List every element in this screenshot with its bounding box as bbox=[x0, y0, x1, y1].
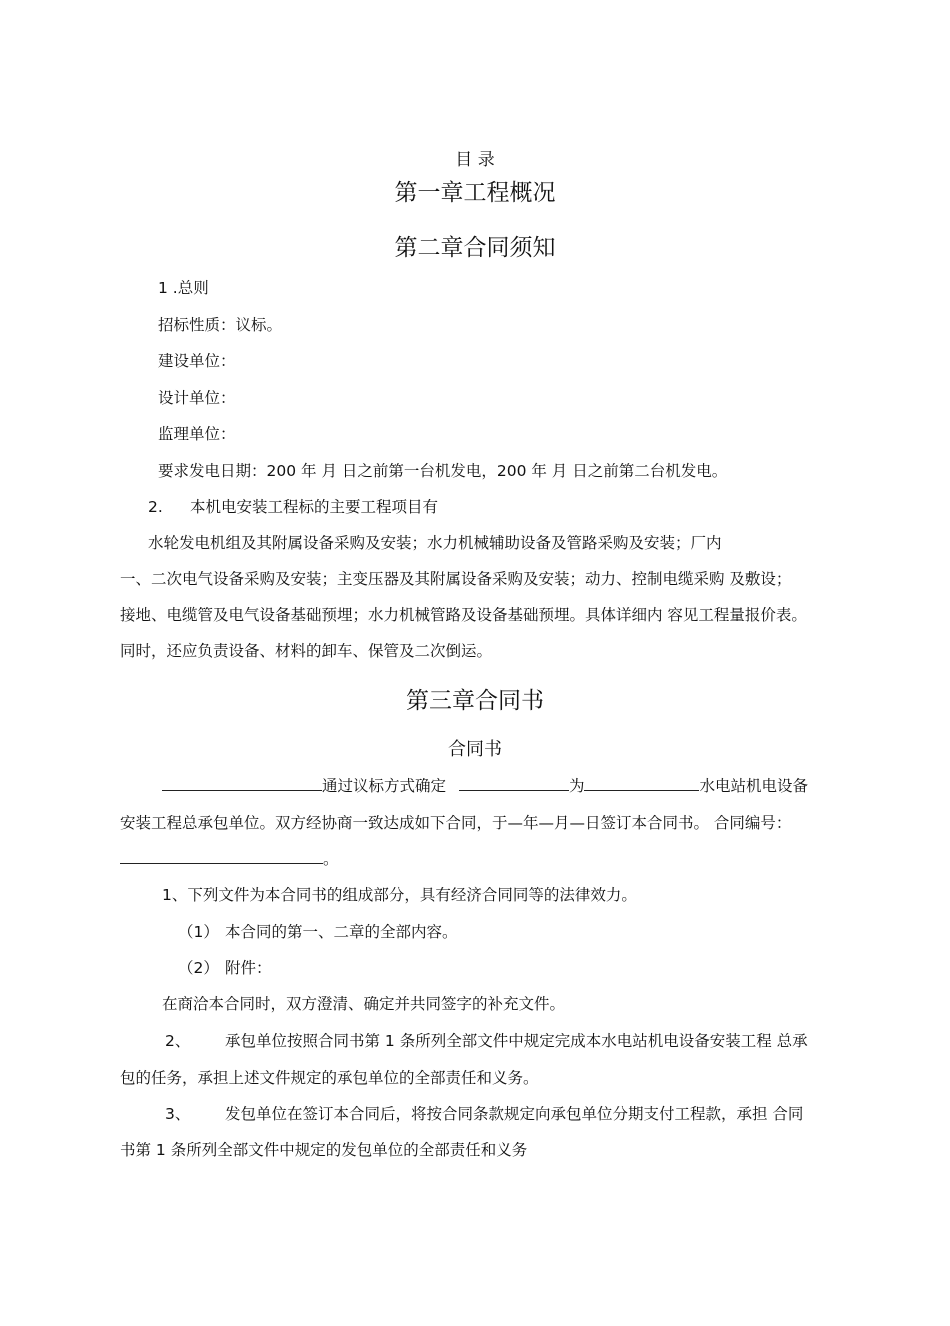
supervisor-label: 监理单位： bbox=[158, 425, 236, 443]
contract-item-2-line-1: 承包单位按照合同书第 1 条所列全部文件中规定完成本水电站机电设备安装工程 总承 bbox=[225, 1032, 808, 1050]
supplement-text: 在商洽本合同时，双方澄清、确定并共同签字的补充文件。 bbox=[162, 995, 566, 1013]
scope-number: 2. bbox=[148, 498, 163, 516]
scope-line-4: 同时，还应负责设备、材料的卸车、保管及二次倒运。 bbox=[120, 642, 493, 660]
contract-l3-end: 。 bbox=[323, 850, 339, 868]
sub-item-2: 附件： bbox=[225, 959, 272, 977]
contract-item-2-line-2: 包的任务，承担上述文件规定的承包单位的全部责任和义务。 bbox=[120, 1069, 539, 1087]
toc-title: 目 录 bbox=[455, 150, 495, 170]
contract-title: 合同书 bbox=[448, 739, 502, 760]
contract-item-2-number: 2、 bbox=[165, 1032, 191, 1050]
contract-item-3-line-2: 书第 1 条所列全部文件中规定的发包单位的全部责任和义务 bbox=[120, 1141, 528, 1159]
sub-item-1: 本合同的第一、二章的全部内容。 bbox=[225, 923, 458, 941]
contract-item-1: 1、下列文件为本合同书的组成部分，具有经济合同同等的法律效力。 bbox=[162, 886, 637, 904]
contract-l1-c: 水电站机电设备 bbox=[699, 777, 808, 795]
general-heading: 1 .总则 bbox=[158, 279, 209, 297]
scope-line-2: 一、二次电气设备采购及安装；主变压器及其附属设备采购及安装；动力、控制电缆采购 及敷设； bbox=[120, 570, 792, 588]
designer-label: 设计单位： bbox=[158, 389, 236, 407]
power-date: 要求发电日期：200 年 月 日之前第一台机发电，200 年 月 日之前第二台机发电。 bbox=[158, 462, 728, 480]
contract-l1-b: 为 bbox=[568, 777, 585, 795]
contract-line-2: 安装工程总承包单位。双方经协商一致达成如下合同，于—年—月—日签订本合同书。 合同编号： bbox=[120, 814, 792, 832]
blank-field bbox=[459, 776, 569, 791]
scope-heading: 本机电安装工程标的主要工程项目有 bbox=[190, 498, 439, 516]
contract-item-3-number: 3、 bbox=[165, 1105, 191, 1123]
builder-label: 建设单位： bbox=[158, 352, 236, 370]
contract-line-1 bbox=[162, 776, 808, 796]
contract-line-3 bbox=[120, 849, 339, 869]
chapter-1-heading: 第一章工程概况 bbox=[394, 180, 556, 206]
blank-field bbox=[162, 776, 322, 791]
blank-field bbox=[584, 776, 699, 791]
contract-l1-a: 通过议标方式确定 bbox=[322, 777, 447, 795]
sub-item-1-number: （1） bbox=[178, 923, 219, 941]
contract-item-3-line-1: 发包单位在签订本合同后，将按合同条款规定向承包单位分期支付工程款，承担 合同 bbox=[225, 1105, 804, 1123]
blank-field bbox=[120, 849, 323, 864]
scope-line-1: 水轮发电机组及其附属设备采购及安装；水力机械辅助设备及管路采购及安装；厂内 bbox=[148, 534, 722, 552]
chapter-2-heading: 第二章合同须知 bbox=[394, 235, 556, 261]
chapter-3-heading: 第三章合同书 bbox=[406, 688, 544, 714]
bid-nature: 招标性质：议标。 bbox=[158, 316, 283, 334]
scope-line-3: 接地、电缆管及电气设备基础预埋；水力机械管路及设备基础预埋。具体详细内 容见工程量报价表。 bbox=[120, 606, 807, 624]
sub-item-2-number: （2） bbox=[178, 959, 219, 977]
